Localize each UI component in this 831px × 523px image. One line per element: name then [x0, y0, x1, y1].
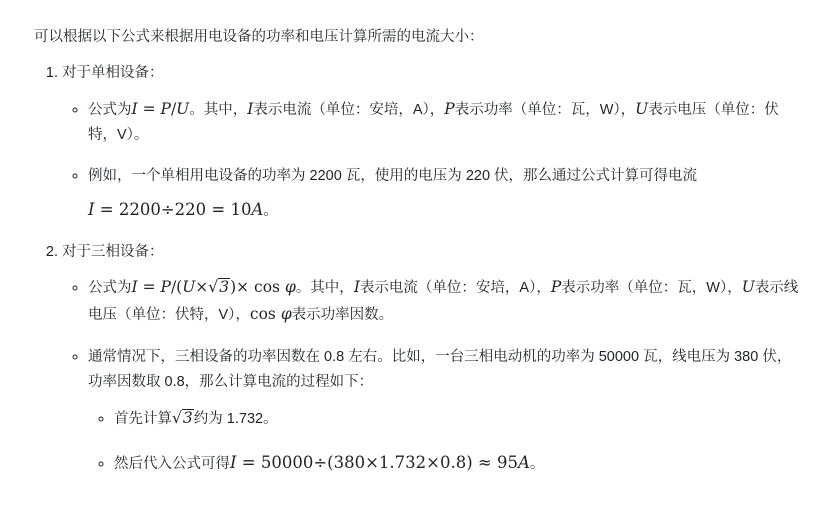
symbol-I: I [247, 99, 254, 118]
symbol-P-desc: 表示功率（单位：瓦，W）， [561, 279, 742, 296]
step2-formula: I = 50000÷(380×1.732×0.8) ≈ 95A [230, 452, 530, 472]
list-item [88, 274, 801, 329]
list-item [88, 345, 801, 478]
example-text: 例如，一个单相用电设备的功率为 2200 瓦，使用的电压为 220 伏，那么通过公式计算可得电流 [88, 168, 698, 185]
symbol-P: P [444, 99, 455, 118]
inline-formula: I = P/U [131, 99, 190, 118]
list-item [88, 164, 801, 224]
section-heading: 1. 对于单相设备： [62, 65, 164, 82]
example-equation-line [88, 196, 801, 225]
three-phase-items [62, 274, 801, 478]
calculation-steps [88, 405, 801, 477]
intro-paragraph: 可以根据以下公式来根据用电设备的功率和电压计算所需的电流大小： [34, 29, 484, 45]
formula-tail: 。 [133, 127, 149, 144]
list-item [114, 449, 801, 478]
step1-suffix: 约为 1.732。 [193, 411, 278, 428]
symbol-U: U [635, 99, 649, 118]
list-item [88, 96, 801, 149]
example-equation-tail: 。 [263, 202, 278, 219]
symbol-P: P [550, 277, 562, 296]
symbol-U-desc: 表示线电压（单位：伏特，V）， [88, 279, 799, 324]
inline-formula: I = P/(U×√3)× cos φ [131, 277, 296, 296]
single-phase-items [62, 96, 801, 225]
formula-list [34, 62, 801, 477]
step2-suffix: 。 [529, 455, 545, 472]
symbol-U-desc: 表示电压（单位：伏特，V） [88, 101, 779, 144]
symbol-cos-phi: cos φ [249, 305, 292, 324]
example-equation: I = 2200÷220 = 10A [88, 199, 264, 219]
symbol-cos-phi-desc: 表示功率因数。 [291, 307, 394, 324]
symbol-P-desc: 表示功率（单位：瓦，W）， [454, 101, 636, 118]
symbol-U: U [741, 277, 755, 296]
symbol-I-desc: 表示电流（单位：安培，A）， [253, 101, 445, 118]
symbol-I: I [353, 277, 360, 296]
formula-prefix: 公式为 [88, 279, 132, 296]
formula-after: 。其中， [189, 101, 248, 118]
symbol-I-desc: 表示电流（单位：安培，A）， [359, 279, 551, 296]
formula-after: 。其中， [295, 279, 354, 296]
section-heading: 2. 对于三相设备： [62, 243, 164, 260]
step1-formula: √3 [172, 409, 193, 428]
section-single-phase [62, 62, 801, 224]
section-three-phase [62, 241, 801, 478]
step1-prefix: 首先计算 [114, 411, 172, 428]
three-phase-example-text: 通常情况下，三相设备的功率因数在 0.8 左右。比如，一台三相电动机的功率为 50000 瓦，线电压为 380 伏，功率因数取 0.8，那么计算电流的过程如下： [88, 348, 792, 390]
step2-prefix: 然后代入公式可得 [114, 455, 230, 472]
list-item [114, 405, 801, 432]
formula-prefix: 公式为 [88, 101, 132, 118]
